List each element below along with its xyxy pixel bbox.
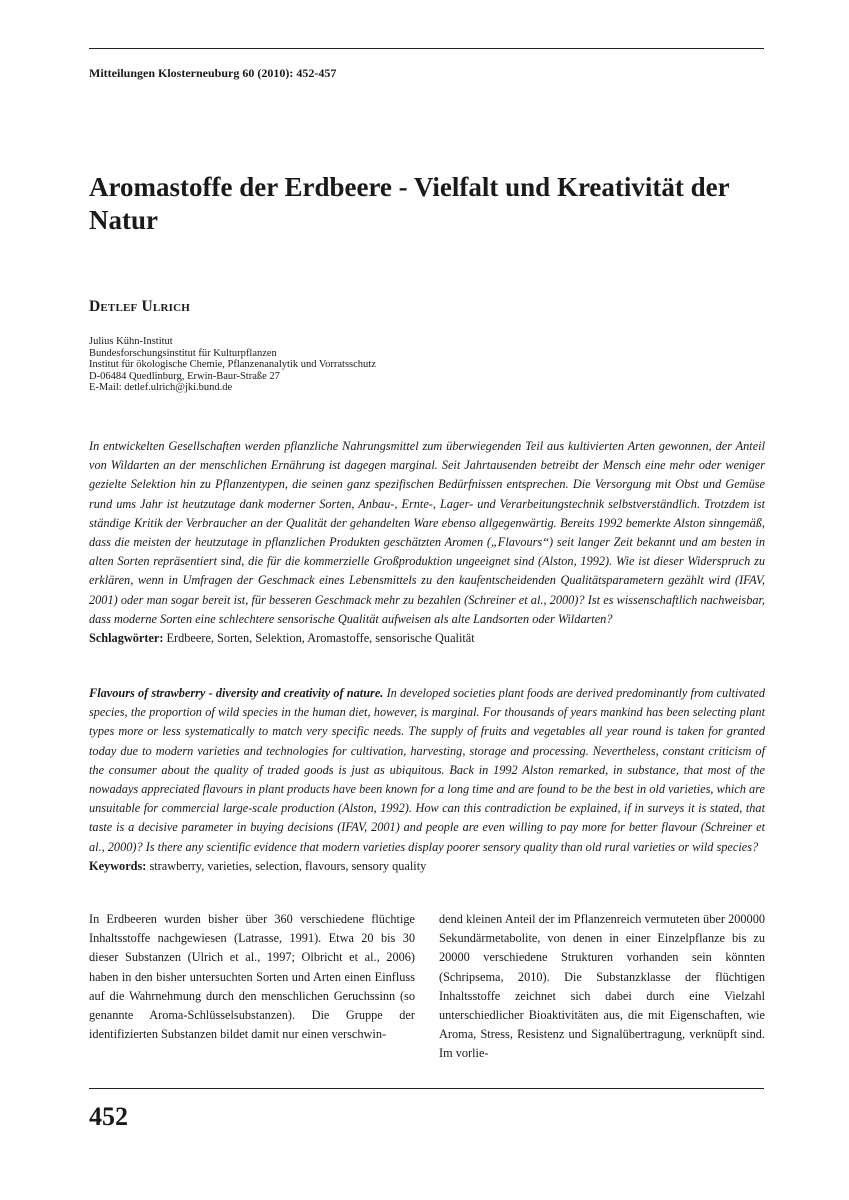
abstract-english [89, 684, 765, 876]
body-column-left: In Erdbeeren wurden bisher über 360 verschiedene flüchtige Inhaltsstoffe nachgewiesen (Latrasse, 1991). Etwa 20 bis 30 dieser Substanzen (Ulrich et al., 1997; Olbricht et al., 2006) haben in den bisher untersuchten Sorten und Arten einen Einfluss auf die Wahrnehmung durch den menschlichen Geruchssinn (so genannte Aroma-Schlüsselsubstanzen). Die Gruppe der identifizierten Substanzen bildet damit nur einen verschwin- [89, 912, 415, 1042]
abstract-english-title: Flavours of strawberry - diversity and creativity of nature. [89, 686, 384, 700]
affiliation-line: Julius Kühn-Institut [89, 336, 173, 347]
abstract-german [89, 437, 765, 648]
journal-reference: Mitteilungen Klosterneuburg 60 (2010): 452-457 [89, 66, 337, 80]
affiliation-line: D-06484 Quedlinburg, Erwin-Baur-Straße 27 [89, 370, 280, 382]
affiliation-email: E-Mail: detlef.ulrich@jki.bund.de [89, 382, 233, 394]
affiliation-block [89, 336, 489, 394]
abstract-german-text: In entwickelten Gesellschaften werden pflanzliche Nahrungsmittel zum überwiegenden Teil aus kultivierten Arten gewonnen, der Anteil von Wildarten an der menschlichen Ernährung ist dagegen marginal. Seit Jahrtausenden betreibt der Mensch eine mehr oder weniger gezielte Selektion hin zu Pflanzentypen, die seinen ganz spezifischen Bedürfnissen entsprechen. Die Versorgung mit Obst und Gemüse rund ums Jahr ist heutzutage dank moderner Sorten, Anbau-, Ernte-, Lager- und Verarbeitungstechnik selbstverständlich. Trotzdem ist ständige Kritik der Verbraucher an der Qualität der gehandelten Ware ebenso allgegenwärtig. Bereits 1992 bemerkte Alston sinngemäß, dass die meisten der heutzutage in pflanzlichen Produkten geschätzten Aromen („Flavours“) seit langer Zeit bekannt und am besten in alten Sorten repräsentiert sind, die für die kommerzielle Großproduktion ungeeignet sind (Alston, 1992). Wie ist dieser Widerspruch zu erklären, wenn in Umfragen der Geschmack eines Lebensmittels zu den kaufentscheidenden Qualitätsparametern gezählt wird (IFAV, 2001) oder man sogar bereit ist, für besseren Geschmack mehr zu bezahlen (Schreiner et al., 2000)? Ist es wissenschaftlich nachweisbar, dass moderne Sorten eine schlechtere sensorische Qualität aufweisen als alte Landsorten oder Wildarten? [89, 439, 765, 626]
author-name: Detlef Ulrich [89, 298, 190, 315]
keywords-english-list: strawberry, varieties, selection, flavours, sensory quality [149, 858, 427, 873]
page-number: 452 [89, 1102, 128, 1131]
keywords-german [89, 631, 475, 645]
keywords-english [89, 859, 426, 873]
affiliation-line: Bundesforschungsinstitut für Kulturpflanzen [89, 347, 277, 359]
bottom-rule [89, 1088, 764, 1089]
keywords-english-label: Keywords: [89, 858, 147, 873]
affiliation-line: Institut für ökologische Chemie, Pflanzenanalytik und Vorratsschutz [89, 359, 376, 371]
body-column-right: dend kleinen Anteil der im Pflanzenreich vermuteten über 200000 Sekundärmetabolite, von denen in einer Einzelpflanze bis zu 20000 verschiedene Strukturen vorhanden sein könnten (Schripsema, 2010). Die Substanzklasse der flüchtigen Inhaltsstoffe zeichnet sich dabei durch eine Vielzahl unterschiedlicher Bioaktivitäten aus, die mit Eigenschaften, wie Aroma, Stress, Resistenz und Signalübertragung, verknüpft sind. Im vorlie- [439, 912, 765, 1061]
keywords-german-list: Erdbeere, Sorten, Selektion, Aromastoffe, sensorische Qualität [166, 631, 475, 646]
abstract-english-text: In developed societies plant foods are derived predominantly from cultivated species, the proportion of wild species in the human diet, however, is marginal. For thousands of years mankind has been selecting plant types more or less systematically to match very specific needs. The supply of fruits and vegetables all year round is taken for granted today due to modern varieties and technologies for cultivation, harvesting, storage and processing. Nevertheless, constant criticism of the consumer about the quality of traded goods is just as ubiquitous. Back in 1992 Alston remarked, in substance, that most of the nowadays appreciated flavours in plant products have been known for a long time and are found to be the best in old varieties, which are unsuitable for commercial large-scale production (Alston, 1992). How can this contradiction be explained, if in surveys it is stated, that taste is a decisive parameter in buying decisions (IFAV, 2001) and people are even willing to pay more for better flavour (Schreiner et al., 2000)? Is there any scientific evidence that modern varieties display poorer sensory quality than old rural varieties or wild species? [89, 686, 766, 854]
top-rule [89, 48, 764, 49]
article-title: Aromastoffe der Erdbeere - Vielfalt und Kreativität der Natur [89, 172, 730, 235]
keywords-german-label: Schlagwörter: [89, 631, 164, 646]
